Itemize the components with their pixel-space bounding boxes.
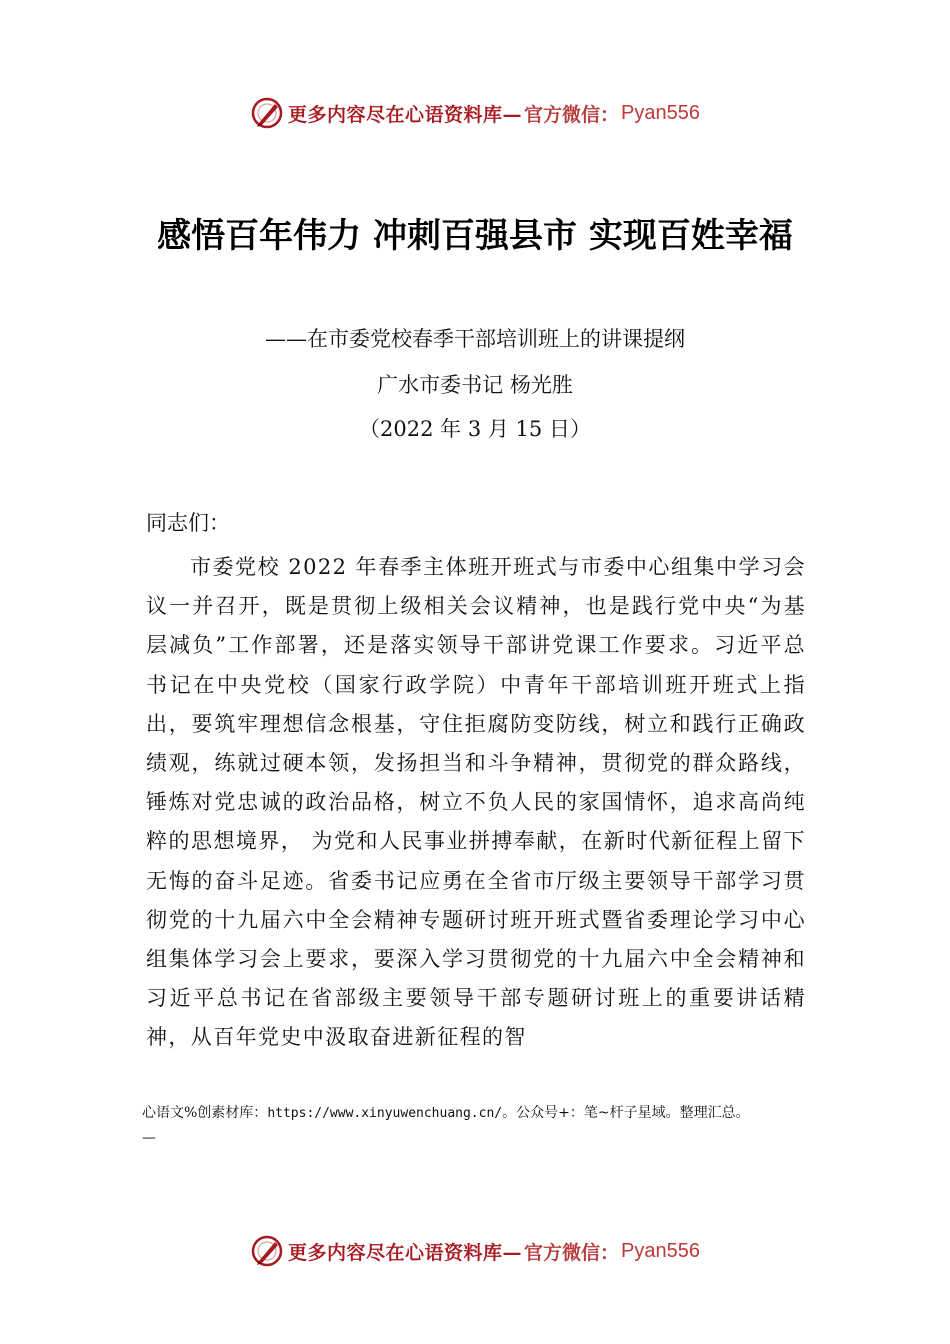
document-subtitle: ——在市委党校春季干部培训班上的讲课提纲	[265, 327, 685, 351]
banner-text: 更多内容尽在心语资料库—	[288, 1241, 523, 1264]
document-author: 广水市委书记 杨光胜	[377, 373, 573, 397]
banner-wechat-id: Pyan556	[621, 1239, 700, 1262]
body-paragraph: 市委党校 2022 年春季主体班开班式与市委中心组集中学习会议一并召开，既是贯彻上级相关会议精神，也是践行党中央“为基层减负”工作部署，还是落实领导干部讲党课工作要求。习近平总书记在中央党校（国家行政学院）中青年干部培训班开班式上指出，要筑牢理想信念根基，守住拒腐防变防线，树立和践行正确政绩观，练就过硬本领，发扬担当和斗争精神，贯彻党的群众路线，锤炼对党忠诚的政治品格，树立不负人民的家国情怀，追求高尚纯粹的思想境界， 为党和人民事业拼搏奉献，在新时代新征程上留下无悔的奋斗足迹。省委书记应勇在全省市厅级主要领导干部学习贯彻党的十九届六中全会精神专题研讨班开班式暨省委理论学习中心组集体学习会上要求，要深入学习贯彻党的十九届六中全会精神和习近平总书记在省部级主要领导干部专题研讨班上的重要讲话精神，从百年党史中汲取奋进新征程的智	[146, 555, 806, 1050]
source-note-prefix: 心语文%创素材库：	[142, 1105, 268, 1121]
top-banner	[0, 93, 950, 133]
source-dash: —	[142, 1130, 156, 1146]
banner-wechat-label: 官方微信：	[524, 1241, 620, 1264]
banner-text: 更多内容尽在心语资料库—	[288, 103, 523, 126]
document-date: （2022 年 3 月 15 日）	[359, 417, 591, 441]
banner-wechat-id: Pyan556	[621, 101, 700, 124]
source-url-link[interactable]: https://www.xinyuwenchuang.cn/	[267, 1106, 503, 1121]
bottom-banner	[0, 1231, 950, 1271]
document-title: 感悟百年伟力 冲刺百强县市 实现百姓幸福	[157, 216, 793, 256]
greeting: 同志们：	[146, 511, 230, 535]
source-note	[142, 1104, 862, 1123]
source-note-suffix: 。公众号+：笔~杆子星域。整理汇总。	[502, 1105, 750, 1121]
pen-logo-icon	[250, 1234, 284, 1268]
pen-logo-icon	[250, 96, 284, 130]
banner-wechat-label: 官方微信：	[524, 103, 620, 126]
